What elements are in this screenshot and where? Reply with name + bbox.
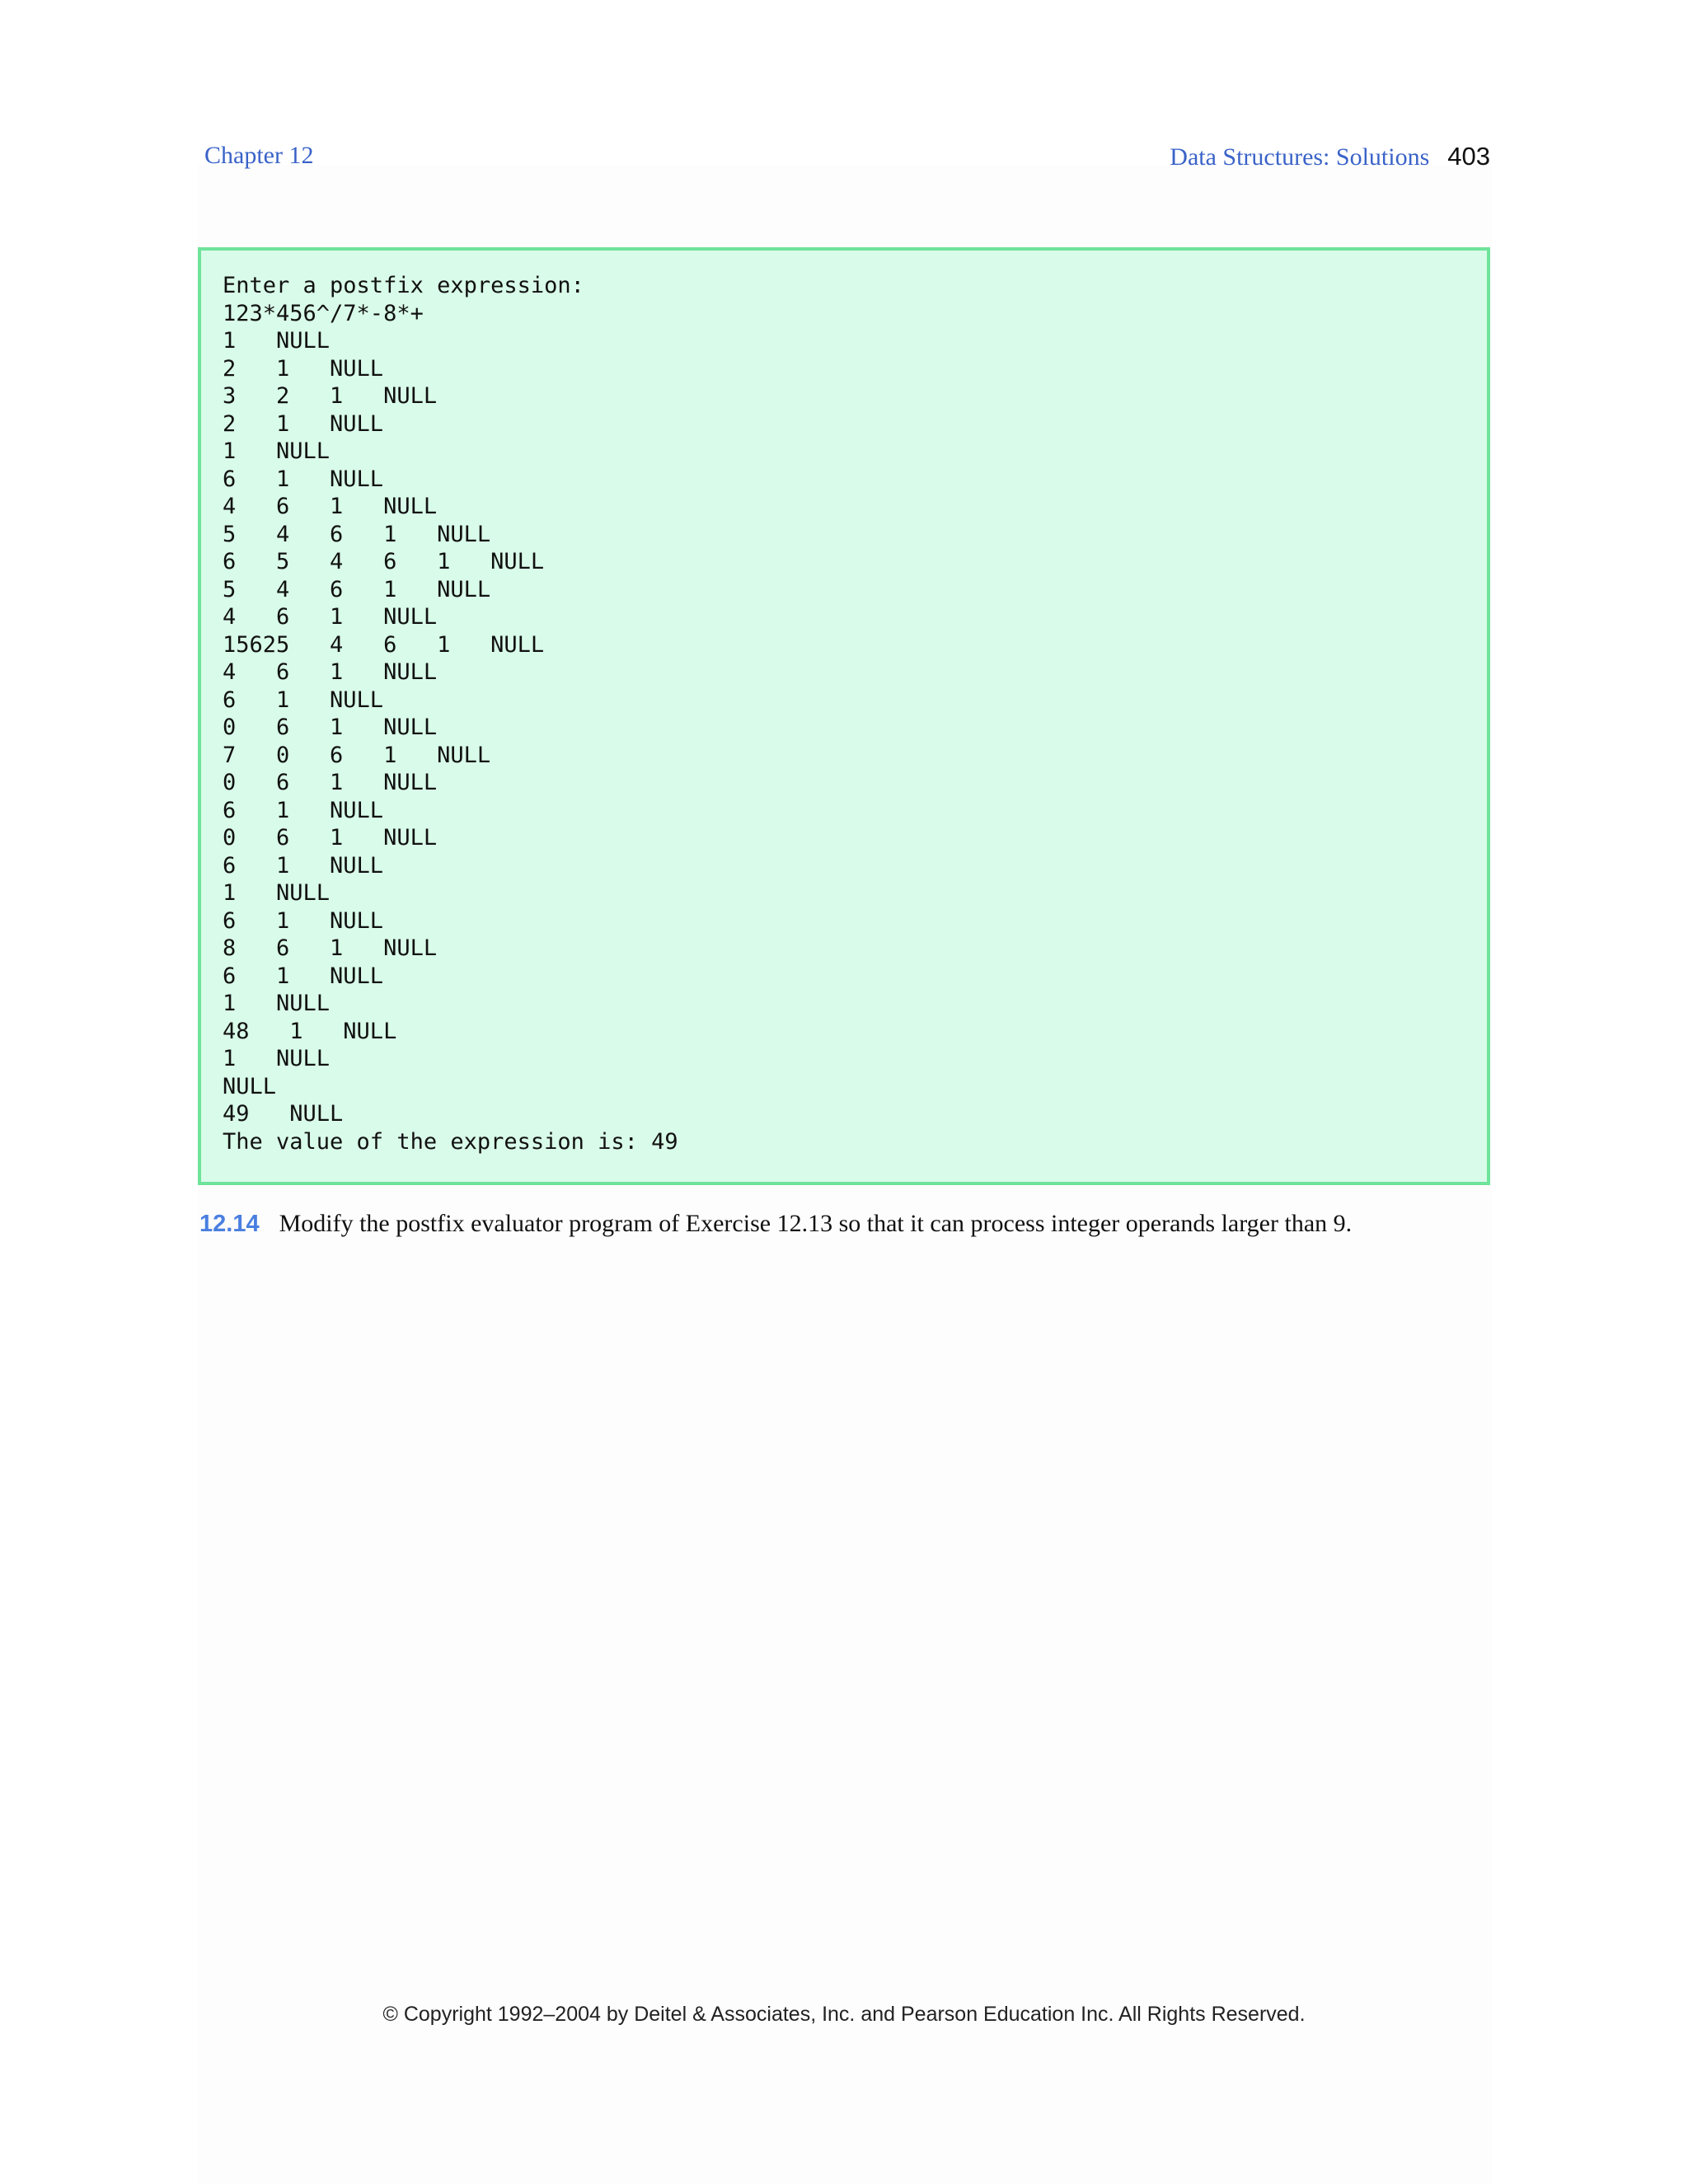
output-line: 1 NULL: [223, 1046, 331, 1071]
output-line: 123*456^/7*-8*+: [223, 300, 424, 326]
output-line: 6 1 NULL: [223, 907, 384, 934]
output-line: The value of the expression is: 49: [223, 1128, 678, 1155]
output-line: 48 1 NULL: [223, 1018, 397, 1044]
output-line: 4 6 1 NULL: [223, 659, 438, 685]
output-line: 6 5 4 6 1 NULL: [223, 549, 545, 574]
copyright-footer: © Copyright 1992–2004 by Deitel & Associates, Inc. and Pearson Education Inc. All Rights Reserved.: [382, 2003, 1306, 2026]
output-line: 6 1 NULL: [223, 963, 384, 989]
output-line: 1 NULL: [223, 328, 331, 354]
output-line: 2 1 NULL: [223, 355, 384, 382]
output-line: NULL: [223, 1073, 277, 1099]
output-line: 6 1 NULL: [223, 687, 384, 713]
output-line: 4 6 1 NULL: [223, 604, 438, 630]
program-output-lines: [223, 272, 1487, 1155]
output-line: 6 1 NULL: [223, 797, 384, 823]
output-line: 2 1 NULL: [223, 410, 384, 437]
output-line: 1 NULL: [223, 880, 331, 906]
program-output-box: [198, 247, 1490, 1185]
output-line: 3 2 1 NULL: [223, 383, 438, 409]
output-line: 0 6 1 NULL: [223, 715, 438, 740]
output-line: 1 NULL: [223, 438, 331, 464]
output-line: 4 6 1 NULL: [223, 494, 438, 519]
output-line: 7 0 6 1 NULL: [223, 742, 491, 768]
exercise-number: 12.14: [199, 1211, 260, 1237]
output-line: 5 4 6 1 NULL: [223, 521, 491, 547]
output-line: 5 4 6 1 NULL: [223, 576, 491, 602]
exercise-text: Modify the postfix evaluator program of Exercise 12.13 so that it can process integer operands larger than 9.: [279, 1210, 1353, 1237]
output-line: 49 NULL: [223, 1101, 344, 1127]
output-line: Enter a postfix expression:: [223, 273, 584, 298]
output-line: 8 6 1 NULL: [223, 935, 438, 961]
output-line: 6 1 NULL: [223, 466, 384, 492]
running-header: [1170, 142, 1490, 171]
output-line: 1 NULL: [223, 991, 331, 1016]
chapter-header: Chapter 12: [204, 142, 314, 169]
section-title: Data Structures: Solutions: [1170, 143, 1430, 171]
output-line: 15625 4 6 1 NULL: [223, 631, 545, 658]
output-line: 0 6 1 NULL: [223, 825, 438, 851]
exercise-12-14: [199, 1210, 1352, 1238]
page-number: 403: [1447, 142, 1490, 171]
output-line: 0 6 1 NULL: [223, 770, 438, 795]
output-line: 6 1 NULL: [223, 852, 384, 879]
